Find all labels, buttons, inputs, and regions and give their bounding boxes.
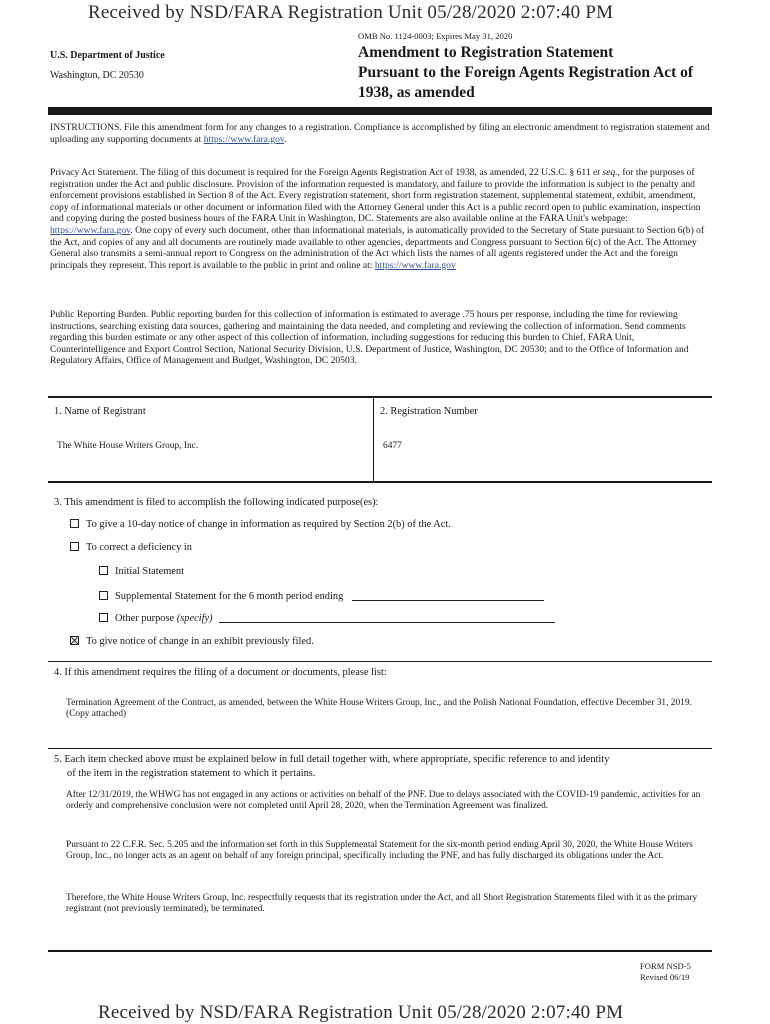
checkbox-other-purpose[interactable]	[99, 613, 108, 622]
privacy-et-seq: et seq.	[593, 167, 618, 178]
option-10day-notice-label: To give a 10-day notice of change in information as required by Section 2(b) of the Act.	[86, 519, 451, 530]
registrant-name-label: 1. Name of Registrant	[54, 406, 146, 417]
fara-link-privacy-1[interactable]: https://www.fara.gov	[50, 224, 131, 236]
form-title-line3: 1938, as amended	[358, 84, 475, 101]
checkbox-exhibit-change-checked[interactable]	[70, 636, 79, 645]
section5-paragraph-2[interactable]: Pursuant to 22 C.F.R. Sec. 5.205 and the information set forth in this Supplemental Statement for the six-month period ending April 30, 2020, the White House Writers Group, Inc., no longer acts as an agent on behalf of any foreign principal, specifically including the PNF, and has fully discharged its obligations under the Act.	[66, 840, 693, 862]
form-number: FORM NSD-5	[640, 961, 691, 971]
received-stamp-top: Received by NSD/FARA Registration Unit 05/28/2020 2:07:40 PM	[88, 2, 614, 23]
registration-number-value[interactable]: 6477	[383, 441, 402, 451]
form-id	[640, 961, 691, 983]
option-supplemental-statement[interactable]	[99, 590, 544, 602]
checkbox-correct-deficiency[interactable]	[70, 542, 79, 551]
option-other-purpose-specify: (specify)	[176, 613, 213, 624]
option-10day-notice[interactable]	[70, 519, 451, 530]
period-ending-field[interactable]	[352, 590, 544, 601]
section5-paragraph-1[interactable]: After 12/31/2019, the WHWG has not engaged in any actions or activities on behalf of the PNF. Due to delays associated with the COVID-19 pandemic, activities for an orderly and comprehensive conclusion were not completed until April 28, 2020, when the Termination Agreement was finalized.	[66, 790, 701, 812]
section4-documents[interactable]: Termination Agreement of the Contract, as amended, between the White House Writers Group, Inc., and the Polish National Foundation, effective December 31, 2019. (Copy attached)	[66, 698, 692, 720]
fields-bottom-rule	[48, 481, 712, 483]
privacy-text-2: , for the purposes of registration under the Act and public disclosure. Provision of the information requested is mandatory, and failure to provide the information is subject to the penalty and enforcement provisions established in Section 8 of the Act. Every registration statement, short form registration statement, supplemental statement, exhibit, amendment, copy of informational materials or other document or information filed with the Attorney General under this Act is a public record open to public examination, inspection and copying during the posted business hours of the FARA Unit in Washington, DC. Statements are also available online at the FARA Unit's webpage:	[50, 167, 701, 225]
option-correct-deficiency-label: To correct a deficiency in	[86, 542, 193, 553]
registrant-name-value[interactable]: The White House Writers Group, Inc.	[57, 441, 199, 451]
section5-label-a: 5. Each item checked above must be explained below in full detail together with, where appropriate, specific reference to and identity	[54, 754, 610, 765]
option-correct-deficiency[interactable]	[70, 542, 192, 553]
checkbox-initial-statement[interactable]	[99, 566, 108, 575]
fara-link-instructions[interactable]: https://www.fara.gov	[203, 133, 285, 145]
option-exhibit-change[interactable]	[70, 636, 314, 647]
form-title-line2: Pursuant to the Foreign Agents Registration Act of	[358, 64, 694, 81]
fara-link-privacy-2[interactable]: https://www.fara.gov	[374, 259, 456, 271]
footer-rule	[48, 950, 712, 952]
fields-top-rule	[48, 396, 712, 398]
checkbox-10day-notice[interactable]	[70, 519, 79, 528]
form-title	[358, 43, 693, 103]
option-initial-statement-label: Initial Statement	[115, 566, 184, 577]
privacy-act-paragraph	[50, 167, 710, 271]
department-city: Washington, DC 20530	[50, 70, 144, 81]
department-name: U.S. Department of Justice	[50, 50, 165, 61]
form-revised-date: Revised 06/19	[640, 972, 690, 982]
option-other-purpose[interactable]	[99, 612, 555, 624]
option-supplemental-statement-label: Supplemental Statement for the 6 month period ending	[115, 591, 344, 602]
section4-rule	[48, 661, 712, 662]
privacy-text-1: Privacy Act Statement. The filing of this document is required for the Foreign Agents Registration Act of 1938, as amended, 22 U.S.C. § 611	[50, 167, 594, 178]
instructions-text: INSTRUCTIONS. File this amendment form for any changes to a registration. Compliance is accomplished by filing an electronic amendment to registration statement and uploading any supporting documents at	[50, 122, 710, 145]
checkbox-supplemental-statement[interactable]	[99, 591, 108, 600]
received-stamp-bottom: Received by NSD/FARA Registration Unit 05/28/2020 2:07:40 PM	[98, 1002, 624, 1023]
fields-divider	[373, 396, 374, 482]
form-title-line1: Amendment to Registration Statement	[358, 44, 614, 61]
option-other-purpose-label: Other purpose	[115, 613, 177, 624]
section5-label-b: of the item in the registration statement to which it pertains.	[67, 768, 316, 779]
instructions-paragraph	[50, 122, 710, 145]
burden-paragraph: Public Reporting Burden. Public reporting burden for this collection of information is estimated to average .75 hours per response, including the time for reviewing instructions, searching existing data sources, gathering and maintaining the data needed, and completing and reviewing the collection of information. Send comments regarding this burden estimate or any other aspect of this collection of information, including suggestions for reducing this burden to Chief, FARA Unit, Counterintelligence and Export Control Section, National Security Division, U.S. Department of Justice, Washington, DC 20530; and to the Office of Information and Regulatory Affairs, Office of Management and Budget, Washington, DC 20503.	[50, 309, 689, 367]
section5-paragraph-3[interactable]: Therefore, the White House Writers Group, Inc. respectfully requests that its registration under the Act, and all Short Registration Statements filed with it as the primary registrant (not previously terminated), be terminated.	[66, 893, 698, 915]
omb-number: OMB No. 1124-0003; Expires May 31, 2020	[358, 31, 513, 41]
privacy-text-3: . One copy of every such document, other than informational materials, is automatically provided to the Secretary of State pursuant to Section 6(b) of the Act, and copies of any and all documents are routinely made available to other agencies, departments and Congress pursuant to Section 6(c) of the Act. The Attorney General also transmits a semi-annual report to Congress on the administration of the Act which lists the names of all agents registered under the Act and the foreign principals they represent. This report is available to the public in print and online at:	[50, 224, 705, 271]
section4-label: 4. If this amendment requires the filing of a document or documents, please list:	[54, 667, 387, 678]
section5-rule	[48, 748, 712, 749]
section3-label: 3. This amendment is filed to accomplish the following indicated purpose(es):	[54, 497, 379, 508]
option-initial-statement[interactable]	[99, 566, 184, 577]
instructions-end: .	[284, 133, 287, 145]
header-rule	[48, 107, 712, 115]
other-purpose-field[interactable]	[219, 612, 555, 623]
registration-number-label: 2. Registration Number	[380, 406, 478, 417]
option-exhibit-change-label: To give notice of change in an exhibit previously filed.	[86, 636, 314, 647]
